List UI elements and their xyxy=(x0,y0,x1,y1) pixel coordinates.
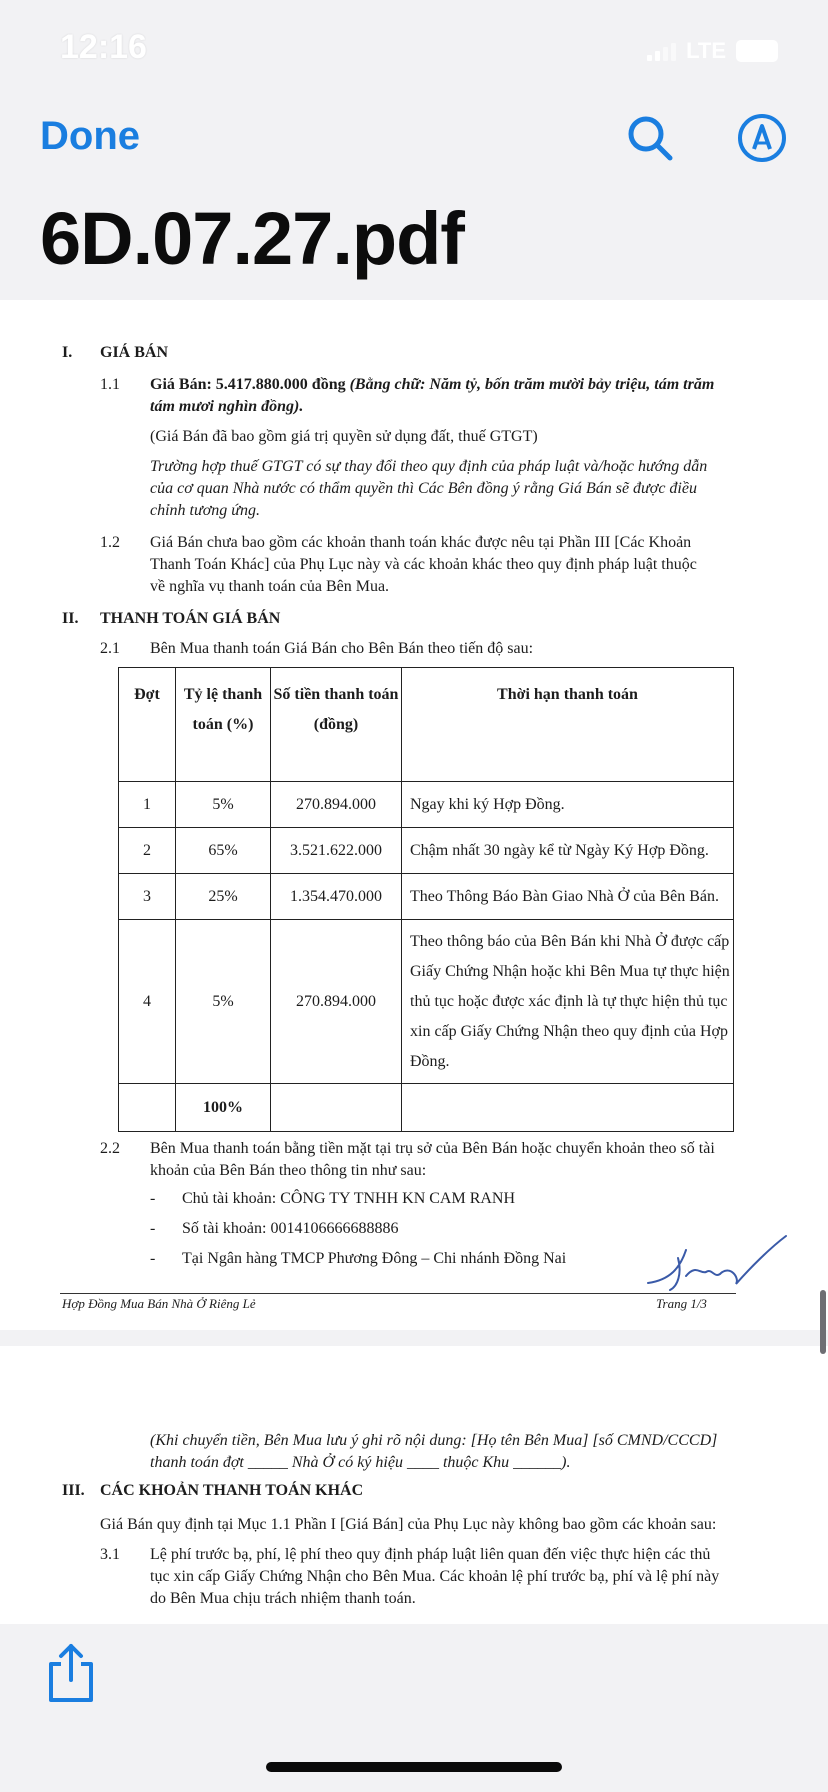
section-3-intro: Giá Bán quy định tại Mục 1.1 Phần I [Giá Bán] của Phụ Lục này không bao gồm các khoản sau: xyxy=(100,1516,717,1533)
cell-term: Chậm nhất 30 ngày kể từ Ngày Ký Hợp Đồng. xyxy=(402,828,734,874)
footer-document-name: Hợp Đồng Mua Bán Nhà Ở Riêng Lẻ xyxy=(62,1296,256,1311)
cell-amount: 3.521.622.000 xyxy=(271,828,402,874)
markup-pen-icon[interactable] xyxy=(736,112,788,164)
clause-3-1-line-1: Lệ phí trước bạ, phí, lệ phí theo quy định pháp luật liên quan đến việc thực hiện các thủ xyxy=(150,1546,711,1563)
cell-total-ratio: 100% xyxy=(176,1084,271,1132)
table-row xyxy=(119,874,734,920)
table-row xyxy=(119,920,734,1084)
section-2-number: II. xyxy=(62,610,79,627)
clause-1-2-line-3: về nghĩa vụ thanh toán của Bên Mua. xyxy=(150,578,390,595)
status-indicators xyxy=(647,38,778,64)
cell-amount: 1.354.470.000 xyxy=(271,874,402,920)
bullet-dash: - xyxy=(150,1250,156,1267)
cell-empty xyxy=(271,1084,402,1132)
bullet-dash: - xyxy=(150,1220,156,1237)
cell-ratio: 5% xyxy=(176,782,271,828)
price-in-words: (Bằng chữ: Năm tỷ, bốn trăm mười bảy triệu, tám trăm xyxy=(345,376,715,393)
section-1-number: I. xyxy=(62,344,73,361)
clause-1-2-number: 1.2 xyxy=(100,534,120,551)
price-amount: Giá Bán: 5.417.880.000 đồng xyxy=(150,376,346,393)
cell-installment: 1 xyxy=(119,782,176,828)
cell-installment: 4 xyxy=(119,920,176,1084)
footer-divider xyxy=(60,1293,736,1294)
cell-term: Theo Thông Báo Bàn Giao Nhà Ở của Bên Bán. xyxy=(402,874,734,920)
clause-2-1-number: 2.1 xyxy=(100,640,120,657)
clause-1-1-note: (Giá Bán đã bao gồm giá trị quyền sử dụng đất, thuế GTGT) xyxy=(150,428,538,445)
battery-icon xyxy=(736,40,778,62)
vat-clause-line-1: Trường hợp thuế GTGT có sự thay đổi theo quy định của pháp luật và/hoặc hướng dẫn xyxy=(150,458,708,475)
table-row xyxy=(119,828,734,874)
cell-ratio: 65% xyxy=(176,828,271,874)
clause-1-1-number: 1.1 xyxy=(100,376,120,393)
clause-2-1-text: Bên Mua thanh toán Giá Bán cho Bên Bán theo tiến độ sau: xyxy=(150,640,534,657)
handwritten-signature xyxy=(640,1228,790,1298)
status-bar xyxy=(0,0,828,100)
network-type: LTE xyxy=(686,38,726,63)
clause-1-1-line-2: tám mươi nghìn đồng). xyxy=(150,398,304,415)
transfer-note-line-2: thanh toán đợt _____ Nhà Ở có ký hiệu ____ thuộc Khu ______). xyxy=(150,1454,571,1471)
section-2-title: THANH TOÁN GIÁ BÁN xyxy=(100,610,281,627)
clause-2-2-line-1: Bên Mua thanh toán bằng tiền mặt tại trụ sở của Bên Bán hoặc chuyển khoản theo số tài xyxy=(150,1140,715,1157)
cellular-signal-icon xyxy=(647,41,676,61)
done-button[interactable]: Done xyxy=(40,114,140,158)
cell-installment: 3 xyxy=(119,874,176,920)
cell-amount: 270.894.000 xyxy=(271,920,402,1084)
clause-1-2-line-1: Giá Bán chưa bao gồm các khoản thanh toán khác được nêu tại Phần III [Các Khoản xyxy=(150,534,692,551)
clause-3-1-line-2: tục xin cấp Giấy Chứng Nhận cho Bên Mua. Các khoản lệ phí trước bạ, phí và lệ phí này xyxy=(150,1568,720,1585)
section-3-number: III. xyxy=(62,1482,85,1499)
cell-installment: 2 xyxy=(119,828,176,874)
home-indicator xyxy=(266,1762,562,1772)
table-row xyxy=(119,782,734,828)
cell-term: Ngay khi ký Hợp Đồng. xyxy=(402,782,734,828)
bullet-dash: - xyxy=(150,1190,156,1207)
share-icon[interactable] xyxy=(44,1640,98,1706)
search-icon[interactable] xyxy=(624,112,676,164)
footer-page-number: Trang 1/3 xyxy=(656,1296,707,1311)
header-payment-ratio: Tỷ lệ thanh toán (%) xyxy=(176,668,271,782)
table-header-row xyxy=(119,668,734,782)
bank-account-number: Số tài khoản: 0014106666688886 xyxy=(182,1220,399,1237)
clause-2-2-line-2: khoản của Bên Bán theo thông tin như sau: xyxy=(150,1162,427,1179)
document-title: 6D.07.27.pdf xyxy=(40,197,464,280)
section-3-title: CÁC KHOẢN THANH TOÁN KHÁC xyxy=(100,1482,364,1499)
bank-account-holder: Chủ tài khoản: CÔNG TY TNHH KN CAM RANH xyxy=(182,1190,516,1207)
clause-1-1-line-1 xyxy=(150,376,714,394)
clause-1-2-line-2: Thanh Toán Khác] của Phụ Lục này và các khoản khác theo quy định pháp luật thuộc xyxy=(150,556,697,573)
header-payment-term: Thời hạn thanh toán xyxy=(402,668,734,782)
clause-3-1-number: 3.1 xyxy=(100,1546,120,1563)
cell-term: Theo thông báo của Bên Bán khi Nhà Ở được cấp Giấy Chứng Nhận hoặc khi Bên Mua tự thực hiện thủ tục hoặc được xác định là tự thực hiện thủ tục xin cấp Giấy Chứng Nhận theo quy định của Hợp Đồng. xyxy=(402,920,734,1084)
cell-empty xyxy=(119,1084,176,1132)
payment-schedule-table xyxy=(118,667,734,1132)
scroll-indicator[interactable] xyxy=(820,1290,826,1354)
cell-amount: 270.894.000 xyxy=(271,782,402,828)
vat-clause-line-3: chỉnh tương ứng. xyxy=(150,502,260,519)
table-total-row xyxy=(119,1084,734,1132)
vat-clause-line-2: của cơ quan Nhà nước có thẩm quyền thì Các Bên đồng ý rằng Giá Bán sẽ được điều xyxy=(150,480,697,497)
transfer-note-line-1: (Khi chuyển tiền, Bên Mua lưu ý ghi rõ nội dung: [Họ tên Bên Mua] [số CMND/CCCD] xyxy=(150,1432,718,1449)
status-time: 12:16 xyxy=(60,28,147,66)
header-amount: Số tiền thanh toán (đồng) xyxy=(271,668,402,782)
cell-empty xyxy=(402,1084,734,1132)
clause-3-1-line-3: do Bên Mua chịu trách nhiệm thanh toán. xyxy=(150,1590,416,1607)
clause-2-2-number: 2.2 xyxy=(100,1140,120,1157)
cell-ratio: 5% xyxy=(176,920,271,1084)
section-1-title: GIÁ BÁN xyxy=(100,344,169,361)
cell-ratio: 25% xyxy=(176,874,271,920)
header-installment: Đợt xyxy=(119,668,176,782)
bank-name: Tại Ngân hàng TMCP Phương Đông – Chi nhánh Đồng Nai xyxy=(182,1250,567,1267)
